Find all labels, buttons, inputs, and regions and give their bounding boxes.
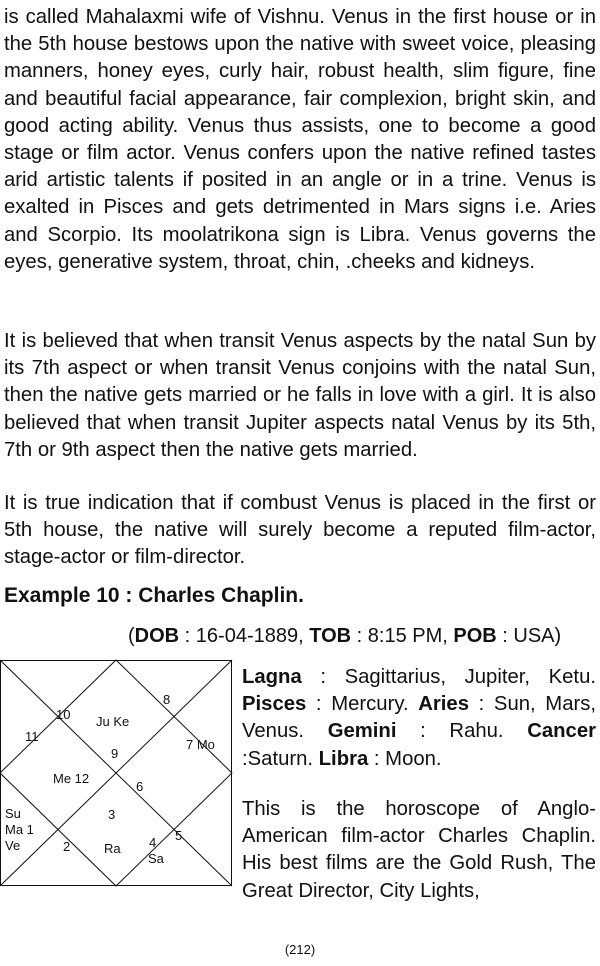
- libra-value: Moon.: [385, 747, 442, 770]
- house-7-label: 7 Mo: [186, 737, 215, 752]
- house-8-label: 8: [163, 692, 171, 707]
- body-paragraph-3: It is true indication that if combust Venus is placed in the first or 5th house, the native will surely become a reputed film-actor, stage-actor or film-director.: [4, 492, 596, 569]
- lagna-value: Sagittarius, Jupiter, Ketu.: [344, 666, 596, 688]
- house-6-label: 6: [136, 779, 144, 794]
- house-12-label: Me 12: [53, 771, 90, 786]
- house-9-label: 9: [111, 746, 119, 761]
- tob-value: 8:15 PM: [367, 625, 443, 647]
- libra-label: Libra: [318, 747, 369, 770]
- example-heading: Example 10 : Charles Chaplin.: [4, 584, 304, 607]
- house-5-label: 5: [175, 828, 183, 843]
- horoscope-chart: [0, 660, 232, 886]
- house-3-label: 3: [108, 807, 116, 822]
- description-paragraph: This is the horoscope of Anglo-American film-actor Charles Chaplin. His best films are the Gold Rush, The Great Director, City Lights,: [242, 798, 596, 902]
- dob-label: DOB: [134, 625, 180, 647]
- house-1-planet-venus: Ve: [5, 838, 21, 853]
- house-9-planets: Ju Ke: [96, 714, 130, 729]
- house-11-label: 11: [25, 729, 39, 744]
- lagna-label: Lagna: [242, 666, 302, 688]
- body-paragraph-2: It is believed that when transit Venus aspects by the natal Sun by its 7th aspect or when transit Venus conjoins with the natal Sun, then the native gets married or he falls in love with a girl. It is also believed that when transit Jupiter aspects natal Venus by its 5th, 7th or 9th aspect then the native gets married.: [4, 330, 596, 461]
- page-number: (212): [284, 942, 316, 957]
- pisces-label: Pisces: [242, 693, 307, 716]
- dob-value: 16-04-1889: [195, 625, 299, 647]
- house-2-label: 2: [63, 839, 71, 854]
- birth-details: (DOB : 16-04-1889, TOB : 8:15 PM, POB : USA): [128, 625, 562, 647]
- house-4-label: 4: [149, 835, 157, 850]
- house-3-planet: Ra: [104, 841, 121, 856]
- gemini-value: Rahu.: [449, 720, 504, 743]
- tob-label: TOB: [309, 625, 352, 647]
- cancer-label: Cancer: [527, 720, 596, 743]
- cancer-value: Saturn.: [247, 747, 314, 770]
- body-paragraph-1: is called Mahalaxmi wife of Vishnu. Venus in the first house or in the 5th house bestows upon the native with sweet voice, pleasing manners, honey eyes, curly hair, robust health, slim figure, fine and beautiful facial appearance, fair complexion, bright skin, and good acting ability. Venus thus assists, one to become a good stage or film actor. Venus confers upon the native refined tastes arid artistic talents if posited in an angle or in a trine. Venus is exalted in Pisces and gets detrimented in Mars signs i.e. Aries and Scorpio. Its moolatrikona sign is Libra. Venus governs the eyes, generative system, throat, chin, .cheeks and kidneys.: [4, 6, 596, 273]
- pob-label: POB: [453, 625, 497, 647]
- pisces-value: Mercury.: [331, 693, 409, 716]
- house-4-planet: Sa: [148, 851, 164, 866]
- house-10-label: 10: [56, 707, 71, 722]
- house-1-label: Ma 1: [5, 822, 34, 837]
- gemini-label: Gemini: [327, 720, 397, 743]
- pob-value: USA: [513, 625, 555, 647]
- planet-placements: Lagna : Sagittarius, Jupiter, Ketu. Pisces : Mercury. Aries : Sun, Mars, Venus. Gemini : Rahu. Cancer :Saturn. Libra : Moon.: [242, 666, 596, 770]
- aries-value: Sun, Mars, Venus.: [242, 693, 596, 743]
- house-1-planet-sun: Su: [5, 806, 21, 821]
- aries-label: Aries: [418, 693, 469, 716]
